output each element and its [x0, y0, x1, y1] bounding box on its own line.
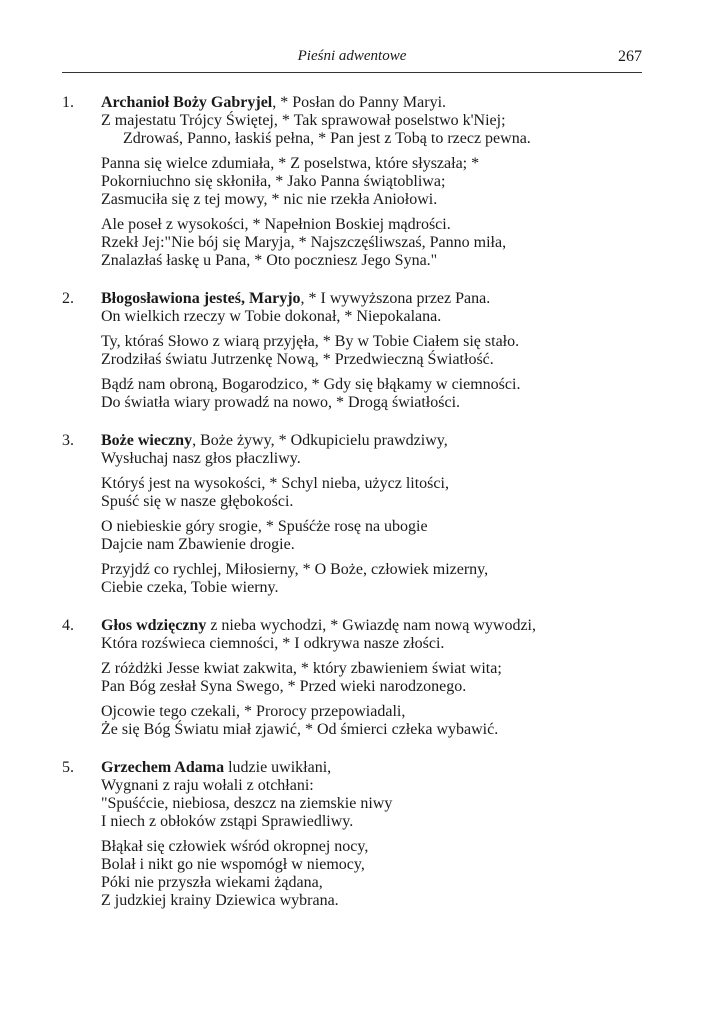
verse-line: On wielkich rzeczy w Tobie dokonał, * Niepokalana. — [101, 308, 442, 325]
song — [62, 94, 642, 270]
stanza — [101, 759, 642, 831]
song-stanzas — [101, 759, 642, 910]
song-incipit: Błogosławiona jesteś, Maryjo — [101, 290, 301, 307]
stanza — [101, 376, 642, 412]
song-number: 2. — [62, 290, 74, 307]
verse-line: Spuść się w nasze głębokości. — [101, 493, 294, 510]
stanza — [101, 155, 642, 209]
song — [62, 617, 642, 739]
verse-line: Wysłuchaj nasz głos płaczliwy. — [101, 450, 301, 467]
page-number: 267 — [618, 48, 642, 65]
stanza — [101, 216, 642, 270]
verse-line: Zdrowaś, Panno, łaskiś pełna, * Pan jest z Tobą to rzecz pewna. — [123, 130, 531, 147]
verse-line — [101, 759, 642, 777]
song-number: 4. — [62, 617, 74, 634]
verse-line: Któryś jest na wysokości, * Schyl nieba, użycz litości, — [101, 475, 449, 492]
stanza — [101, 518, 642, 554]
verse-line: Dajcie nam Zbawienie drogie. — [101, 536, 295, 553]
song-incipit: Archanioł Boży Gabryjel — [101, 94, 273, 111]
stanza — [101, 475, 642, 511]
verse-line — [101, 432, 642, 450]
stanza — [101, 290, 642, 326]
verse-line: Bolał i nikt go nie wspomógł w niemocy, — [101, 856, 365, 873]
song-incipit: Boże wieczny — [101, 432, 193, 449]
verse-line: Błąkał się człowiek wśród okropnej nocy, — [101, 838, 369, 855]
stanza — [101, 660, 642, 696]
verse-line: Ciebie czeka, Tobie wierny. — [101, 579, 279, 596]
song — [62, 290, 642, 412]
verse-line: Zrodziłaś światu Jutrzenkę Nową, * Przedwieczną Światłość. — [101, 351, 494, 368]
verse-line: Z różdżki Jesse kwiat zakwita, * który zbawieniem świat wita; — [101, 660, 502, 677]
song-stanzas — [101, 432, 642, 597]
header-rule — [62, 72, 642, 73]
stanza — [101, 838, 642, 910]
verse-text: , * Posłan do Panny Maryi. — [272, 94, 447, 111]
song-number: 5. — [62, 759, 74, 776]
verse-line: Pan Bóg zesłał Syna Swego, * Przed wieki narodzonego. — [101, 678, 467, 695]
song-number: 1. — [62, 94, 74, 111]
song-stanzas — [101, 617, 642, 739]
running-title: Pieśni adwentowe — [297, 48, 407, 64]
song-incipit: Grzechem Adama — [101, 759, 225, 776]
verse-line: Pokorniuchno się skłoniła, * Jako Panna świątobliwa; — [101, 173, 446, 190]
verse-text: ludzie uwikłani, — [224, 759, 332, 776]
song-number: 3. — [62, 432, 74, 449]
stanza — [101, 703, 642, 739]
verse-line: Póki nie przyszła wiekami żądana, — [101, 874, 323, 891]
song-stanzas — [101, 94, 642, 270]
verse-line: Z judzkiej krainy Dziewica wybrana. — [101, 892, 339, 909]
verse-line — [101, 94, 642, 112]
verse-line: Wygnani z raju wołali z otchłani: — [101, 777, 314, 794]
stanza — [101, 617, 642, 653]
verse-line: O niebieskie góry srogie, * Spuśćże rosę na ubogie — [101, 518, 428, 535]
song-list — [62, 94, 642, 930]
verse-line: Bądź nam obroną, Bogarodzico, * Gdy się błąkamy w ciemności. — [101, 376, 521, 393]
stanza — [101, 94, 642, 148]
verse-line: "Spuśćcie, niebiosa, deszcz na ziemskie niwy — [101, 795, 393, 812]
stanza — [101, 432, 642, 468]
song-stanzas — [101, 290, 642, 412]
verse-line: I niech z obłoków zstąpi Sprawiedliwy. — [101, 813, 354, 830]
verse-line: Z majestatu Trójcy Świętej, * Tak sprawował poselstwo k'Niej; — [101, 112, 506, 129]
verse-line: Ty, któraś Słowo z wiarą przyjęła, * By w Tobie Ciałem się stało. — [101, 333, 520, 350]
stanza — [101, 333, 642, 369]
verse-line: Ojcowie tego czekali, * Prorocy przepowiadali, — [101, 703, 406, 720]
stanza — [101, 561, 642, 597]
verse-line: Rzekł Jej:"Nie bój się Maryja, * Najszczęśliwszaś, Panno miła, — [101, 234, 507, 251]
verse-line: Panna się wielce zdumiała, * Z poselstwa, które słyszała; * — [101, 155, 480, 172]
song-incipit: Głos wdzięczny — [101, 617, 207, 634]
verse-line: Że się Bóg Światu miał zjawić, * Od śmierci człeka wybawić. — [101, 721, 499, 738]
verse-text: , * I wywyższona przez Pana. — [300, 290, 491, 307]
song — [62, 759, 642, 910]
verse-line: Do światła wiary prowadź na nowo, * Drogą światłości. — [101, 394, 461, 411]
page-header — [62, 48, 642, 72]
verse-line: Ale poseł z wysokości, * Napełnion Boskiej mądrości. — [101, 216, 451, 233]
verse-line: Zasmuciła się z tej mowy, * nic nie rzekła Aniołowi. — [101, 191, 438, 208]
verse-text: z nieba wychodzi, * Gwiazdę nam nową wywodzi, — [206, 617, 536, 634]
verse-text: , Boże żywy, * Odkupicielu prawdziwy, — [192, 432, 448, 449]
verse-line: Która rozświeca ciemności, * I odkrywa nasze złości. — [101, 635, 445, 652]
verse-line — [101, 617, 642, 635]
verse-line: Znalazłaś łaskę u Pana, * Oto poczniesz Jego Syna." — [101, 252, 438, 269]
song — [62, 432, 642, 597]
verse-line — [101, 290, 642, 308]
verse-line: Przyjdź co rychlej, Miłosierny, * O Boże, człowiek mizerny, — [101, 561, 489, 578]
